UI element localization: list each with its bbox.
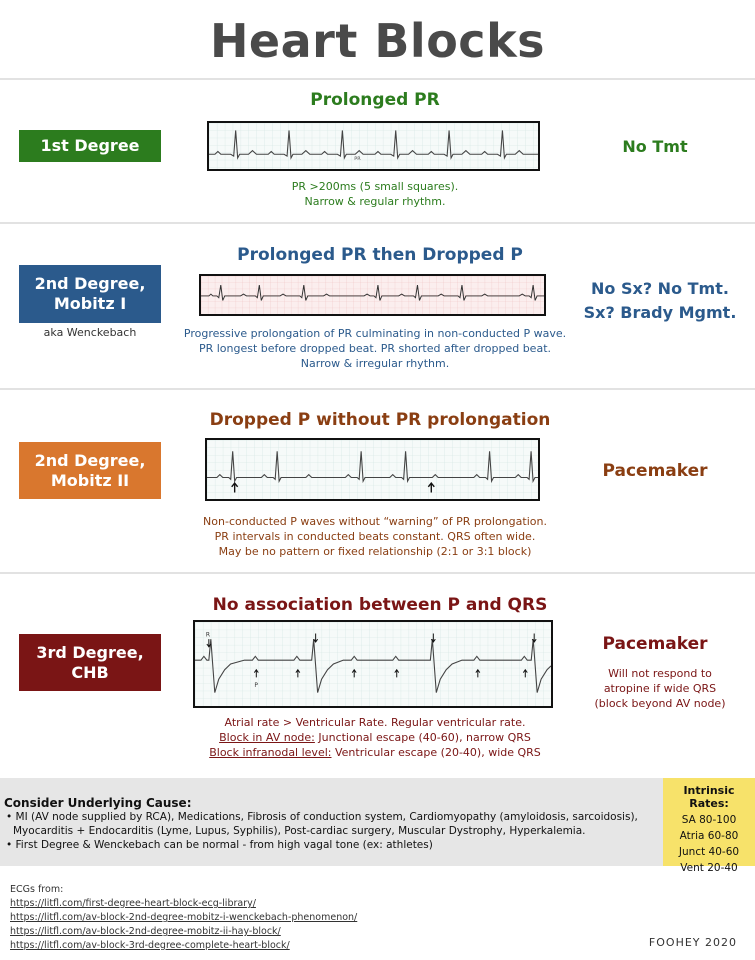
infranodal-label: Block infranodal level: xyxy=(209,746,332,759)
first-degree-caption xyxy=(200,179,550,209)
intrinsic-rates-panel xyxy=(663,778,755,874)
cause-item-text: MI (AV node supplied by RCA), Medications, Fibrosis of conduction system, Cardiomyopathy (amyloidosis, sarcoidosis), Myocarditis + Endocarditis (Lyme, Lupus, Syphilis), Post-cardiac surgery, Muscular Dystrophy, Hyperkalemia. xyxy=(13,811,638,837)
chb-ecg xyxy=(193,620,553,708)
management-line: Sx? Brady Mgmt. xyxy=(583,303,737,322)
cause-item: • First Degree & Wenckebach can be normal - from high vagal tone (ex: athletes) xyxy=(6,839,433,851)
mobitz-i-ecg-trace xyxy=(201,276,544,314)
pr-interval-label: PR xyxy=(354,156,361,162)
first-degree-badge: 1st Degree xyxy=(19,130,161,162)
p-wave-label: P xyxy=(254,682,258,689)
source-link[interactable]: https://litfl.com/av-block-2nd-degree-mobitz-i-wenckebach-phenomenon/ xyxy=(10,912,358,923)
caption-line: PR >200ms (5 small squares). xyxy=(291,180,459,193)
chb-heading: No association between P and QRS xyxy=(212,595,548,615)
page-title: Heart Blocks xyxy=(209,14,546,68)
mobitz-ii-ecg-trace xyxy=(207,440,538,499)
mobitz-ii-badge: 2nd Degree, Mobitz II xyxy=(19,442,161,499)
chb-caption xyxy=(170,715,580,760)
infranodal-text: Ventricular escape (20-40), wide QRS xyxy=(331,746,541,759)
sources xyxy=(10,883,357,953)
caption-line: Non-conducted P waves without “warning” of PR prolongation. xyxy=(203,515,547,528)
caption-line: PR longest before dropped beat. PR shorted after dropped beat. xyxy=(198,342,552,355)
source-link[interactable]: https://litfl.com/av-block-3rd-degree-complete-heart-block/ xyxy=(10,940,290,951)
mobitz-i-caption xyxy=(180,326,570,371)
chb-badge: 3rd Degree, CHB xyxy=(19,634,161,691)
mobitz-i-management xyxy=(575,277,745,325)
caption-line: Progressive prolongation of PR culminating in non-conducted P wave. xyxy=(183,327,567,340)
cause-item: • MI (AV node supplied by RCA), Medications, Fibrosis of conduction system, Cardiomyopathy (amyloidosis, sarcoidosis), Myocarditis + Endocarditis (Lyme, Lupus, Syphilis), Post-cardiac surgery, Muscular Dystrophy, Hyperkalemia. xyxy=(6,811,638,837)
cause-item-text: First Degree & Wenckebach can be normal - from high vagal tone (ex: athletes) xyxy=(15,839,433,851)
rates-title: Intrinsic Rates: xyxy=(683,784,735,810)
caption-line: May be no pattern or fixed relationship (2:1 or 3:1 block) xyxy=(218,545,532,558)
r-wave-label: R xyxy=(205,632,211,639)
underlying-cause-panel xyxy=(0,778,663,866)
sources-label: ECGs from: xyxy=(10,884,64,895)
note-line: Will not respond to xyxy=(608,667,712,680)
chb-ecg-trace xyxy=(195,622,551,706)
section-divider xyxy=(0,572,755,574)
first-degree-management: No Tmt xyxy=(622,137,688,156)
first-degree-ecg xyxy=(207,121,540,171)
mobitz-ii-ecg xyxy=(205,438,540,501)
mobitz-i-aka: aka Wenckebach xyxy=(43,326,137,339)
mobitz-ii-heading: Dropped P without PR prolongation xyxy=(209,410,551,430)
caption-line: PR intervals in conducted beats constant. QRS often wide. xyxy=(214,530,536,543)
mobitz-i-ecg xyxy=(199,274,546,316)
caption-line: Narrow & regular rhythm. xyxy=(304,195,446,208)
mobitz-ii-caption xyxy=(180,514,570,559)
av-node-text: Junctional escape (40-60), narrow QRS xyxy=(314,731,531,744)
chb-management: Pacemaker xyxy=(602,634,708,654)
av-node-label: Block in AV node: xyxy=(219,731,315,744)
cause-title: Consider Underlying Cause: xyxy=(4,796,192,810)
source-link[interactable]: https://litfl.com/av-block-2nd-degree-mobitz-ii-hay-block/ xyxy=(10,926,281,937)
rate-item: SA 80-100 xyxy=(681,814,737,826)
caption-line xyxy=(170,730,580,745)
source-link[interactable]: https://litfl.com/first-degree-heart-block-ecg-library/ xyxy=(10,898,256,909)
rate-item: Atria 60-80 xyxy=(679,830,739,842)
note-line: (block beyond AV node) xyxy=(594,697,726,710)
management-line: No Sx? No Tmt. xyxy=(591,279,729,298)
note-line: atropine if wide QRS xyxy=(603,682,717,695)
chb-management-note xyxy=(575,666,745,711)
first-degree-ecg-trace xyxy=(209,123,538,169)
caption-line: Narrow & irregular rhythm. xyxy=(300,357,450,370)
section-divider xyxy=(0,388,755,390)
rate-item: Vent 20-40 xyxy=(680,862,738,874)
first-degree-heading: Prolonged PR xyxy=(310,90,440,110)
mobitz-i-heading: Prolonged PR then Dropped P xyxy=(237,245,523,265)
rate-item: Junct 40-60 xyxy=(678,846,740,858)
section-divider xyxy=(0,78,755,80)
caption-line: Atrial rate > Ventricular Rate. Regular ventricular rate. xyxy=(224,716,526,729)
caption-line xyxy=(170,745,580,760)
mobitz-i-badge: 2nd Degree, Mobitz I xyxy=(19,265,161,323)
cause-list xyxy=(4,810,657,852)
mobitz-ii-management: Pacemaker xyxy=(602,461,708,481)
section-divider xyxy=(0,222,755,224)
credit: FOOHEY 2020 xyxy=(648,936,737,949)
